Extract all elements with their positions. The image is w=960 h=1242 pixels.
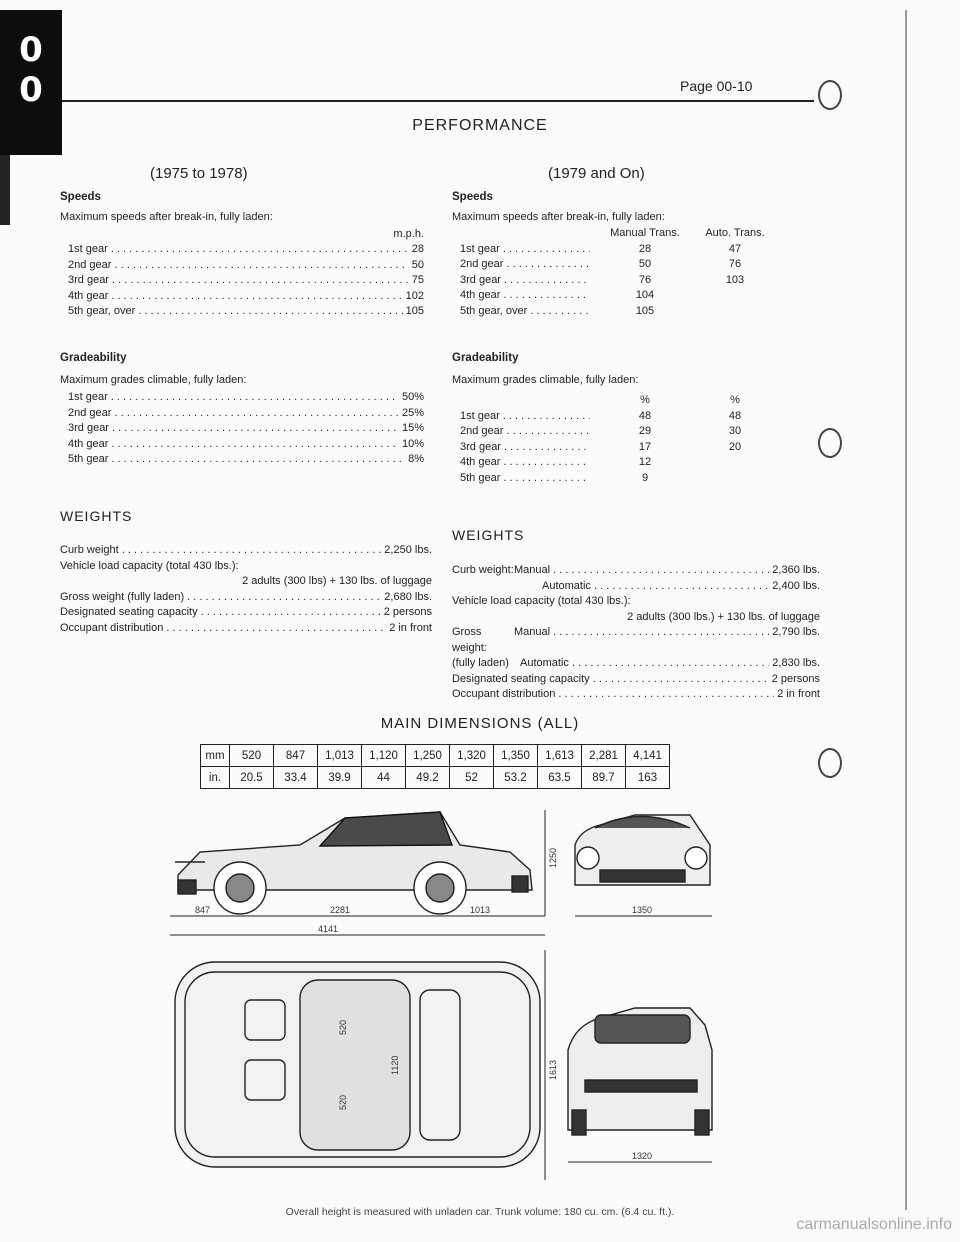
tab-strip (0, 155, 10, 225)
gross-weight-value: 2,680 lbs. (384, 590, 432, 603)
occupant-label: Occupant distribution . . . (60, 621, 386, 637)
dim-label-1350: 1350 (632, 905, 653, 915)
right-gradeability-title: Gradeability (452, 352, 519, 364)
page-number: Page 00-10 (680, 78, 753, 94)
page-title: PERFORMANCE (412, 117, 548, 134)
binder-hole-icon (818, 428, 842, 458)
table-row: mm 520 847 1,013 1,120 1,250 1,320 1,350 1,613 2,281 4,141 (201, 745, 670, 767)
dim-label-1250: 1250 (548, 847, 558, 868)
binder-hole-icon (818, 748, 842, 778)
vehicle-drawings (0, 790, 960, 1202)
load-capacity-detail: 2 adults (300 lbs) + 130 lbs. of luggage (242, 575, 432, 587)
front-view-drawing (575, 815, 712, 916)
right-speeds-title: Speeds (452, 191, 493, 203)
list-item: 4th gear . . . 102 (68, 289, 424, 305)
load-capacity: Vehicle load capacity (total 430 lbs.): (60, 559, 239, 572)
list-item: 3rd gear . . . 75 (68, 273, 424, 289)
tab-glyph-top: 0 (19, 30, 43, 70)
left-gradeability-list (68, 390, 424, 468)
dim-label-1120: 1120 (390, 1055, 400, 1075)
right-column-heading: (1979 and On) (548, 165, 645, 182)
list-item: 1st gear . . . 50% (68, 390, 424, 406)
margin-line (905, 10, 907, 1210)
dim-label-2281: 2281 (330, 905, 351, 915)
list-item: 5th gear . . . 8% (68, 452, 424, 468)
curb-weight-value: 2,250 lbs. (384, 544, 432, 556)
dim-label-847: 847 (195, 905, 211, 915)
watermark: carmanualsonline.info (796, 1216, 952, 1233)
top-view-drawing (175, 950, 545, 1180)
list-item: 3rd gear . . . 15% (68, 421, 424, 437)
right-gradeability-subtitle: Maximum grades climable, fully laden: (452, 374, 639, 386)
dimensions-title: MAIN DIMENSIONS (ALL) (380, 715, 580, 732)
tab-glyph-bottom: 0 (19, 70, 43, 110)
dimensions-table (200, 744, 670, 789)
curb-weight-label: Curb weight . . . (60, 543, 381, 559)
side-view-drawing (170, 810, 545, 935)
list-item: 5th gear, over . . . 105 (68, 304, 424, 320)
left-speeds-title: Speeds (60, 191, 101, 203)
seating-label: Designated seating capacity . . . (60, 605, 381, 621)
left-speeds-list (68, 242, 424, 320)
seating-value: 2 persons (383, 606, 432, 618)
dim-label-1613: 1613 (548, 1059, 558, 1080)
dim-label-520-top: 520 (338, 1019, 348, 1035)
caption: Overall height is measured with unladen car. Trunk volume: 180 cu. cm. (6.4 cu. ft.). (285, 1206, 675, 1218)
left-gradeability-title: Gradeability (60, 352, 127, 364)
gross-weight-label: Gross weight (fully laden) . . . (60, 590, 381, 606)
left-speeds-unit: m.p.h. (393, 228, 424, 240)
col-manual: Manual Trans. (610, 227, 680, 239)
dim-label-1013: 1013 (470, 905, 491, 915)
left-speeds-subtitle: Maximum speeds after break-in, fully laden: (60, 211, 273, 223)
left-weights-block (60, 543, 432, 636)
list-item: 2nd gear . . . 50 (68, 258, 424, 274)
list-item: 2nd gear . . . 25% (68, 406, 424, 422)
left-gradeability-subtitle: Maximum grades climable, fully laden: (60, 374, 247, 386)
occupant-value: 2 in front (389, 621, 432, 634)
binder-hole-icon (818, 80, 842, 110)
dim-label-520-bottom: 520 (338, 1094, 348, 1110)
header-rule (62, 100, 814, 102)
dim-label-4141: 4141 (318, 924, 339, 934)
col-auto: Auto. Trans. (705, 227, 765, 239)
list-item: 4th gear . . . 10% (68, 437, 424, 453)
list-item: 1st gear . . . 28 (68, 242, 424, 258)
right-gradeability-table: % % 1st gear . . . 48 48 2nd gear . . . 29 30 3rd gear . . . 17 20 4th gear . . . 12 5th gear . . . 9 (460, 393, 770, 486)
right-weights-title: WEIGHTS (452, 527, 525, 543)
right-speeds-table: Manual Trans. Auto. Trans. 1st gear . . . 28 47 2nd gear . . . 50 76 3rd gear . . . 76 103 4th gear . . . 104 5th gear, over . . . 105 (460, 226, 770, 319)
table-row: in. 20.5 33.4 39.9 44 49.2 52 53.2 63.5 89.7 163 (201, 767, 670, 789)
right-weights-block: Curb weight: Manual . . . 2,360 lbs. Automatic . . . 2,400 lbs. Vehicle load capacity (total 430 lbs.): 2 adults (300 lbs.) + 130 lbs. of luggage Gross weight: Manual . . . 2,790 lbs. (fully laden) Automatic . . . 2,830 lbs. Designated seating capacity . . . 2 persons Occupant distribution . . . 2 in front (452, 563, 820, 703)
left-column-heading: (1975 to 1978) (150, 165, 248, 182)
left-weights-title: WEIGHTS (60, 508, 133, 524)
right-speeds-subtitle: Maximum speeds after break-in, fully laden: (452, 211, 665, 223)
dim-label-1320: 1320 (632, 1151, 653, 1161)
rear-view-drawing (568, 1008, 712, 1162)
